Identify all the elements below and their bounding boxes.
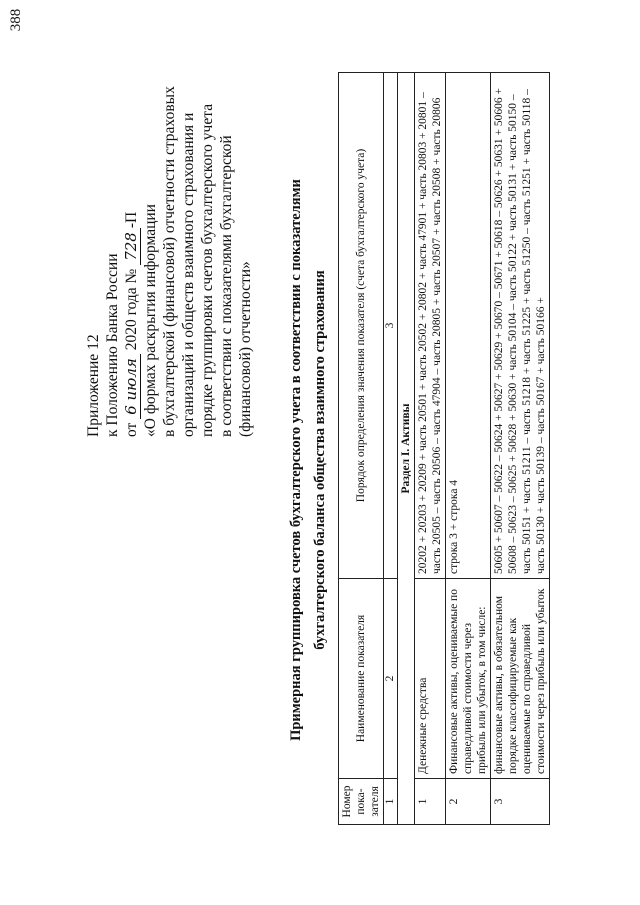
grouping-table (338, 72, 550, 825)
table-row (415, 73, 446, 825)
row-name: финансовые активы, в обязательном порядке классифицируемые как оцениваемые по справедливой стоимости через прибыль или убыток (491, 579, 550, 779)
appendix-line: порядке группировки счетов бухгалтерского учета (199, 103, 216, 437)
column-numbers-row (384, 73, 398, 825)
title-line: бухгалтерского баланса общества взаимного страхования (312, 270, 328, 650)
handwritten-date: 6 июля (122, 354, 141, 419)
column-number: 2 (384, 579, 398, 779)
column-number: 3 (384, 73, 398, 579)
document-title (284, 135, 332, 785)
appendix-header (84, 37, 255, 437)
appendix-line: «О формах раскрытия информации (142, 204, 159, 437)
handwritten-number: 728 (122, 228, 141, 265)
column-number: 1 (384, 779, 398, 825)
header-order: Порядок определения значения показателя (счета бухгалтерского учета) (339, 73, 384, 579)
header-name: Наименование показателя (339, 579, 384, 779)
row-name: Финансовые активы, оцениваемые по справедливой стоимости через прибыль или убыток, в том числе: (446, 579, 491, 779)
appendix-line: в соответствии с показателями бухгалтерской (218, 135, 235, 437)
appendix-line: Приложение 12 (85, 334, 102, 437)
appendix-line: (финансовой) отчетности» (237, 261, 254, 437)
row-name: Денежные средства (415, 579, 446, 779)
table-row (491, 73, 550, 825)
title-line: Примерная группировка счетов бухгалтерского учета в соответствии с показателями (288, 179, 304, 741)
row-number: 1 (415, 779, 446, 825)
section-title: Раздел I. Активы (398, 73, 415, 825)
appendix-date-line (122, 37, 141, 437)
section-row (398, 73, 415, 825)
appendix-line: организаций и обществ взаимного страхования и (180, 112, 197, 437)
number-suffix: -П (123, 211, 140, 229)
header-num: Номер пока-зателя (339, 779, 384, 825)
table-header-row (339, 73, 384, 825)
row-order: 50605 + 50607 – 50622 – 50624 + 50627 + 50629 + 50670 – 50671 + 50618 – 50626 + 50631 + 50606 + 50608 – 50623 – 50625 + 50628 + 50630 + часть 50104 – часть 50122 + часть 50131 + часть 50150 – часть 50151 + часть 51211 – часть 51218 + часть 51225 + часть 51250 – часть 51251 + часть 50118 – часть 50130 + часть 50139 – часть 50167 + часть 50166 + (491, 73, 550, 579)
date-prefix: от (123, 422, 140, 437)
row-order: строка 3 + строка 4 (446, 73, 491, 579)
row-number: 3 (491, 779, 550, 825)
appendix-line: к Положению Банка России (104, 253, 121, 437)
date-middle: 2020 года № (123, 268, 140, 351)
page-number: 388 (8, 8, 24, 32)
row-number: 2 (446, 779, 491, 825)
appendix-line: в бухгалтерской (финансовой) отчетности страховых (161, 86, 178, 437)
row-order: 20202 + 20203 + 20209 + часть 20501 + часть 20502 + 20802 + часть 47901 + часть 20803 + 20801 – часть 20505 – часть 20506 – часть 47904 – часть 20805 + часть 20507 + часть 20508 + часть 20806 (415, 73, 446, 579)
table-row (446, 73, 491, 825)
